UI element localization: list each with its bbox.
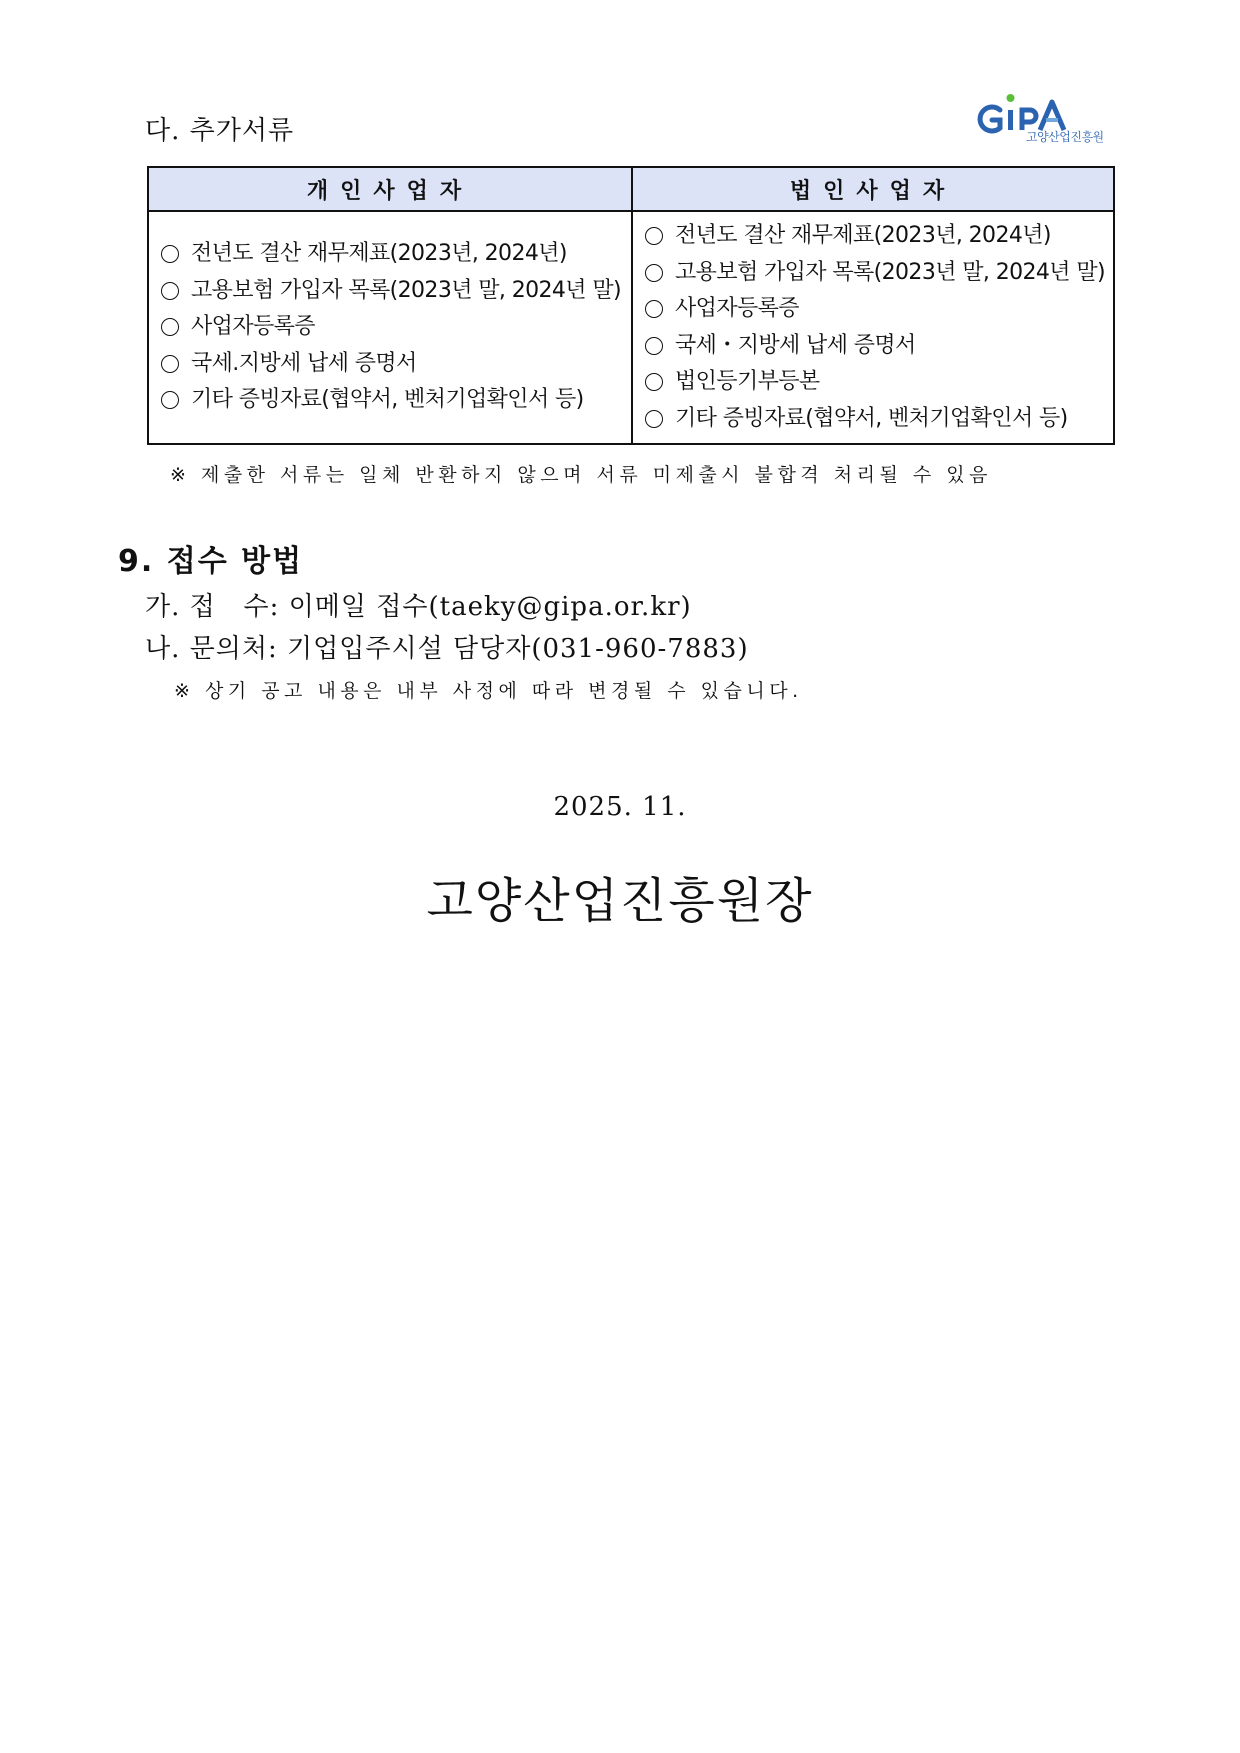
additional-docs-heading: 다. 추가서류 bbox=[145, 116, 295, 146]
circle-bullet-icon bbox=[161, 355, 179, 373]
header-corporate: 법인사업자 bbox=[632, 167, 1114, 211]
table-header-row bbox=[148, 167, 1114, 211]
circle-bullet-icon bbox=[645, 410, 663, 428]
list-item: 법인등기부등본 bbox=[645, 364, 1103, 401]
corporate-docs-list bbox=[645, 218, 1103, 437]
individual-docs-cell bbox=[148, 211, 632, 444]
circle-bullet-icon bbox=[161, 318, 179, 336]
documents-table bbox=[147, 166, 1115, 445]
list-item: 기타 증빙자료(협약서, 벤처기업확인서 등) bbox=[161, 382, 621, 419]
section-9-title: 9. 접수 방법 bbox=[118, 544, 304, 579]
circle-bullet-icon bbox=[645, 373, 663, 391]
corporate-docs-cell bbox=[632, 211, 1114, 444]
circle-bullet-icon bbox=[645, 300, 663, 318]
gipa-logo bbox=[970, 92, 1130, 148]
list-item: 국세.지방세 납세 증명서 bbox=[161, 346, 621, 383]
list-item: 사업자등록증 bbox=[161, 309, 621, 346]
logo-subtitle: 고양산업진흥원 bbox=[1026, 130, 1104, 144]
list-item: 고용보험 가입자 목록(2023년 말, 2024년 말) bbox=[161, 273, 621, 310]
change-notice: ※ 상기 공고 내용은 내부 사정에 따라 변경될 수 있습니다. bbox=[174, 680, 803, 702]
list-item: 전년도 결산 재무제표(2023년, 2024년) bbox=[161, 236, 621, 273]
list-item: 기타 증빙자료(협약서, 벤처기업확인서 등) bbox=[645, 401, 1103, 438]
list-item: 국세・지방세 납세 증명서 bbox=[645, 328, 1103, 365]
list-item: 고용보험 가입자 목록(2023년 말, 2024년 말) bbox=[645, 255, 1103, 292]
circle-bullet-icon bbox=[645, 227, 663, 245]
contact-line: 나. 문의처: 기업입주시설 담당자(031-960-7883) bbox=[145, 634, 749, 664]
documents-note: ※ 제출한 서류는 일체 반환하지 않으며 서류 미제출시 불합격 처리될 수 있음 bbox=[170, 464, 992, 486]
document-date: 2025. 11. bbox=[553, 792, 687, 822]
issuer-signature: 고양산업진흥원장 bbox=[426, 873, 814, 929]
circle-bullet-icon bbox=[161, 391, 179, 409]
circle-bullet-icon bbox=[645, 264, 663, 282]
submission-line: 가. 접 수: 이메일 접수(taeky@gipa.or.kr) bbox=[145, 592, 692, 622]
circle-bullet-icon bbox=[161, 245, 179, 263]
header-individual: 개인사업자 bbox=[148, 167, 632, 211]
table-body-row bbox=[148, 211, 1114, 444]
circle-bullet-icon bbox=[645, 337, 663, 355]
list-item: 전년도 결산 재무제표(2023년, 2024년) bbox=[645, 218, 1103, 255]
individual-docs-list bbox=[161, 236, 621, 419]
circle-bullet-icon bbox=[161, 282, 179, 300]
list-item: 사업자등록증 bbox=[645, 291, 1103, 328]
